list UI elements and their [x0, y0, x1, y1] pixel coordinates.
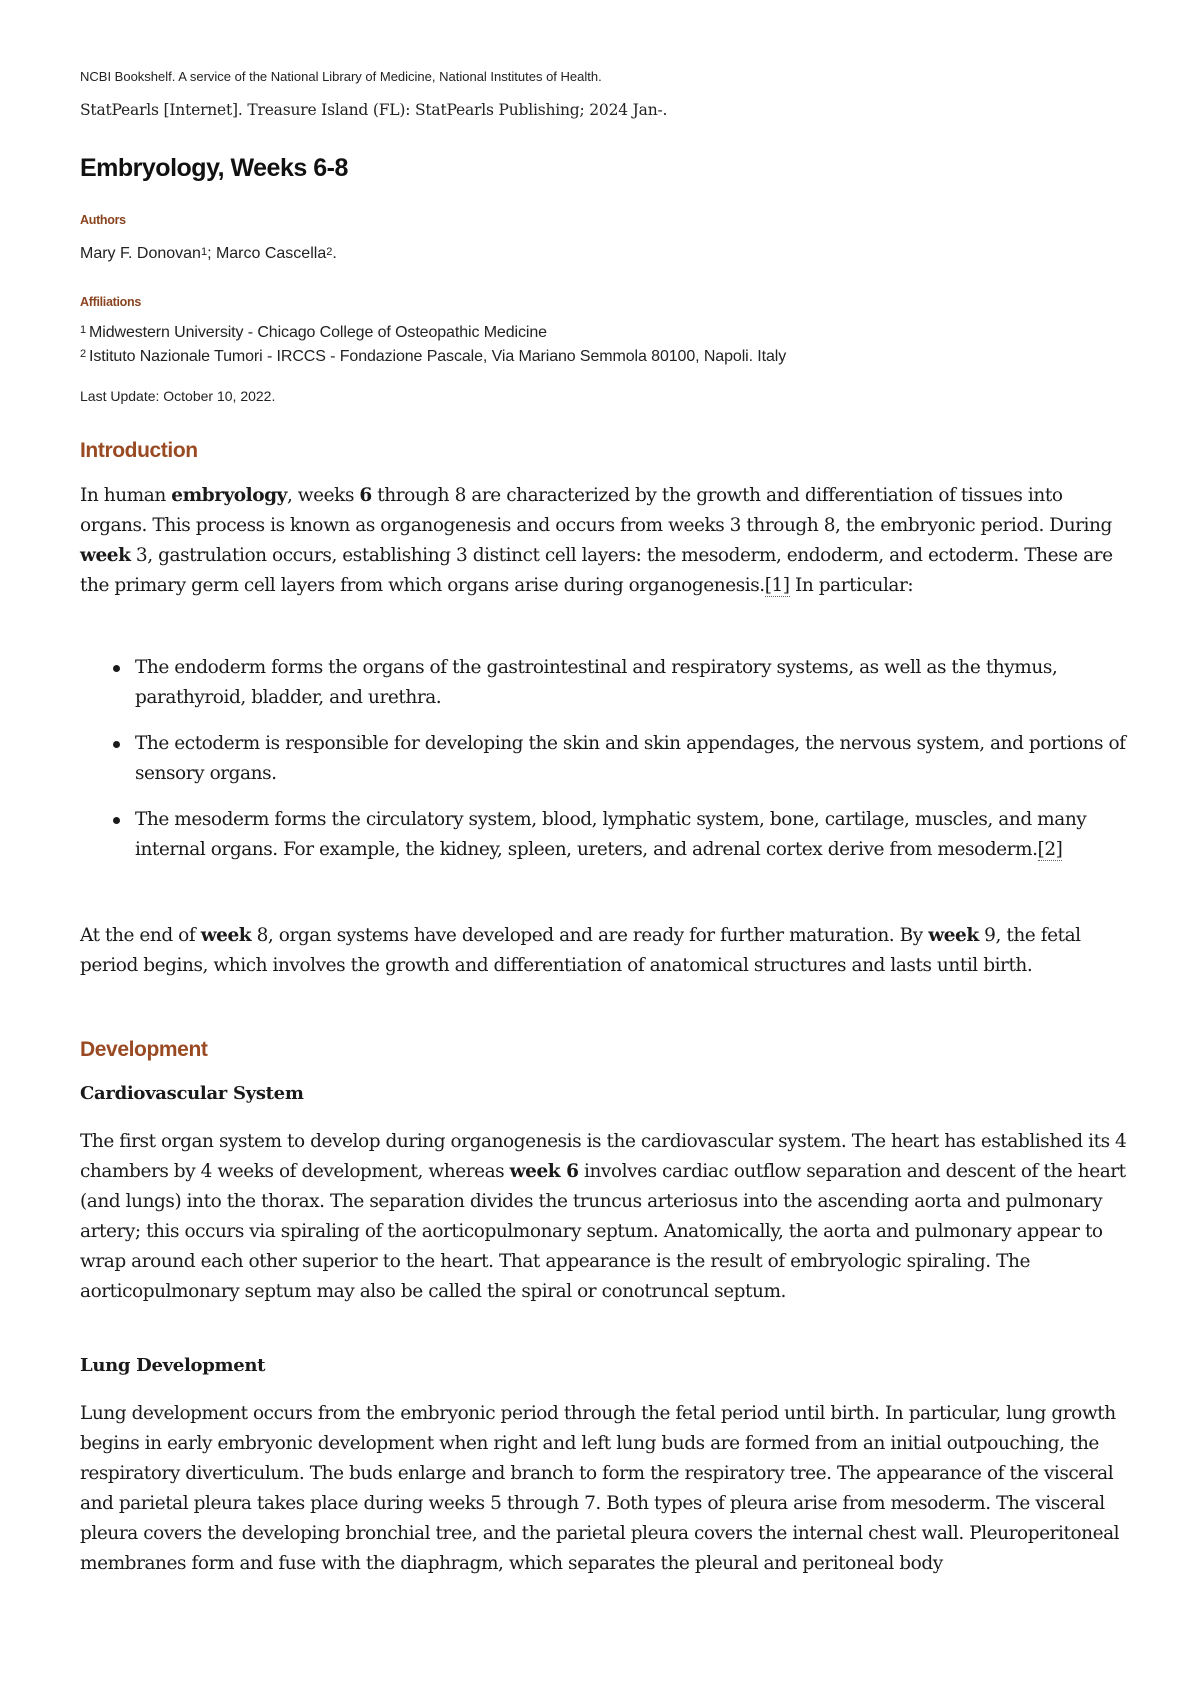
- section-heading-development: Development: [80, 1038, 208, 1061]
- list-item: The endoderm forms the organs of the gastrointestinal and respiratory systems, as well as the thymus, parathyroid, bladder, and urethra.: [80, 653, 1130, 713]
- subsection-heading-cardiovascular: Cardiovascular System: [80, 1083, 304, 1104]
- intro-closing-paragraph: At the end of week 8, organ systems have developed and are ready for further maturation. By week 9, the fetal period begins, which involves the growth and differentiation of anatomical structures and lasts until birth.: [80, 925, 1081, 976]
- reference-link[interactable]: [2]: [1037, 839, 1063, 860]
- germ-layer-list: [80, 653, 1130, 865]
- intro-paragraph: In human embryology, weeks 6 through 8 are characterized by the growth and differentiation of tissues into organs. This process is known as organogenesis and occurs from weeks 3 through 8, the embryonic period. During week 3, gastrulation occurs, establishing 3 distinct cell layers: the mesoderm, endoderm, and ectoderm. These are the primary germ cell layers from which organs arise during organogenesis.[1] In particular:: [80, 485, 1113, 596]
- cardiovascular-paragraph: The first organ system to develop during organogenesis is the cardiovascular system. The heart has established its 4 chambers by 4 weeks of development, whereas week 6 involves cardiac outflow separation and descent of the heart (and lungs) into the thorax. The separation divides the truncus arteriosus into the ascending aorta and pulmonary artery; this occurs via spiraling of the aorticopulmonary septum. Anatomically, the aorta and pulmonary appear to wrap around each other superior to the heart. That appearance is the result of embryologic spiraling. The aorticopulmonary septum may also be called the spiral or conotruncal septum.: [80, 1131, 1127, 1302]
- author-separator: ;: [207, 245, 216, 262]
- authors-label: Authors: [80, 213, 126, 227]
- affiliation-item: [80, 324, 547, 342]
- lung-paragraph: Lung development occurs from the embryonic period through the fetal period until birth. In particular, lung growth begins in early embryonic development when right and left lung buds are formed from an initial outpouching, the respiratory diverticulum. The buds enlarge and branch to form the respiratory tree. The appearance of the visceral and parietal pleura takes place during weeks 5 through 7. Both types of pleura arise from mesoderm. The visceral pleura covers the developing bronchial tree, and the parietal pleura covers the internal chest wall. Pleuroperitoneal membranes form and fuse with the diaphragm, which separates the pleural and peritoneal body: [80, 1403, 1120, 1574]
- subsection-heading-lung: Lung Development: [80, 1355, 266, 1376]
- author-affil-marker[interactable]: 1: [200, 246, 208, 258]
- ncbi-service-line: NCBI Bookshelf. A service of the National Library of Medicine, National Institutes of Health.: [80, 69, 602, 84]
- affiliation-text: Istituto Nazionale Tumori - IRCCS - Fondazione Pascale, Via Mariano Semmola 80100, Napoli. Italy: [89, 348, 787, 365]
- citation-line: StatPearls [Internet]. Treasure Island (FL): StatPearls Publishing; 2024 Jan-.: [80, 101, 668, 119]
- list-item: The ectoderm is responsible for developing the skin and skin appendages, the nervous system, and portions of sensory organs.: [80, 729, 1130, 789]
- list-item: The mesoderm forms the circulatory system, blood, lymphatic system, bone, cartilage, muscles, and many internal organs. For example, the kidney, spleen, ureters, and adrenal cortex derive from mesoderm.[2]: [80, 805, 1130, 865]
- affiliation-item: [80, 348, 786, 366]
- author-name[interactable]: Mary F. Donovan: [80, 245, 201, 262]
- page-title: Embryology, Weeks 6-8: [80, 154, 348, 182]
- authors-line: [80, 245, 337, 263]
- affiliation-marker: 2: [80, 348, 87, 360]
- affiliation-marker: 1: [80, 324, 87, 336]
- bullet-icon: [113, 817, 120, 824]
- affiliations-label: Affiliations: [80, 295, 141, 309]
- bullet-icon: [113, 741, 120, 748]
- affiliation-text: Midwestern University - Chicago College of Osteopathic Medicine: [89, 324, 547, 341]
- author-name[interactable]: Marco Cascella: [215, 245, 327, 262]
- section-heading-introduction: Introduction: [80, 439, 198, 462]
- author-end: .: [332, 245, 337, 262]
- bullet-icon: [113, 665, 120, 672]
- last-update: Last Update: October 10, 2022.: [80, 388, 276, 404]
- author-affil-marker[interactable]: 2: [326, 246, 333, 258]
- reference-link[interactable]: [1]: [764, 575, 790, 596]
